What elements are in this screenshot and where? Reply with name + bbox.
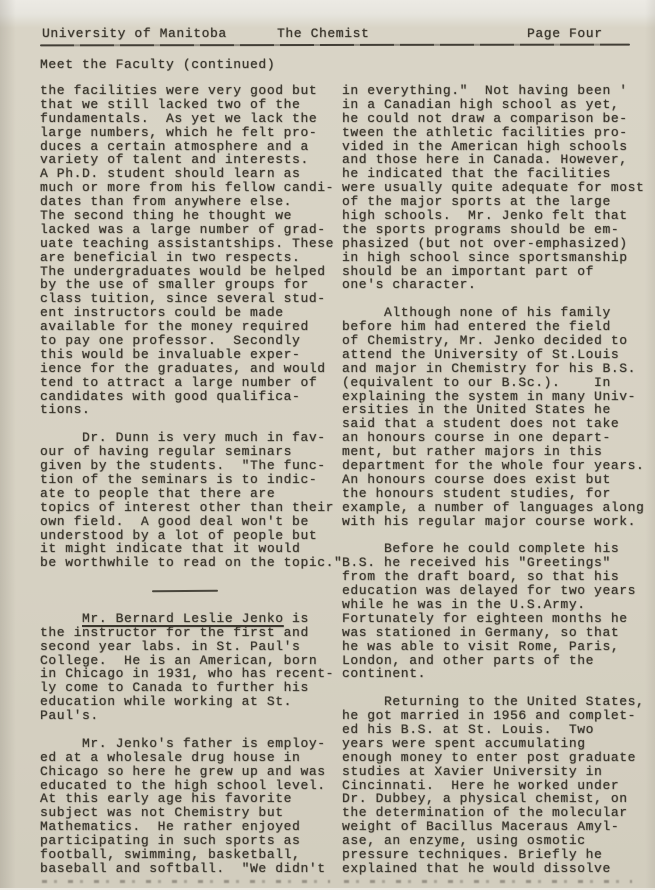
text-line: B.S. he received his "Greetings" bbox=[342, 555, 611, 571]
text-line: Dr. Dubbey, a physical chemist, on bbox=[342, 791, 628, 807]
text-line: Fortunately for eighteen months he bbox=[342, 610, 628, 626]
text-line: in everything." Not having been ' bbox=[342, 83, 628, 98]
text-line: the facilities were very good but bbox=[40, 83, 318, 98]
header-page-number: Page Four bbox=[527, 26, 603, 41]
text-line: available for the money required bbox=[40, 319, 309, 335]
paragraph bbox=[342, 306, 648, 528]
text-line: of Chemistry, Mr. Jenko decided to bbox=[342, 333, 628, 349]
text-line: Paul's. bbox=[40, 708, 99, 724]
text-line: Mathematics. He rather enjoyed bbox=[40, 819, 301, 835]
text-line: enough money to enter post graduate bbox=[342, 749, 637, 765]
text-line: ly come to Canada to further his bbox=[40, 680, 309, 696]
text-line: and major in Chemistry for his B.S. bbox=[342, 360, 637, 376]
text-line: attend the University of St.Louis bbox=[342, 346, 620, 362]
text-line: own field. A good deal won't be bbox=[40, 513, 309, 529]
text-line: an honours course in one depart- bbox=[342, 430, 611, 446]
text-line: Returning to the United States, bbox=[342, 694, 645, 710]
text-line: tend to attract a large number of bbox=[40, 374, 318, 390]
text-line: to pay one professor. Secondly bbox=[40, 333, 301, 349]
text-line: he indicated that the facilities bbox=[342, 166, 611, 182]
text-line: Cincinnati. Here he worked under bbox=[342, 777, 620, 793]
text-line: education was delayed for two years bbox=[342, 583, 637, 599]
section-divider bbox=[40, 584, 346, 598]
text-line: weight of Bacillus Maceraus Amyl- bbox=[342, 819, 620, 835]
header-newsletter-title: The Chemist bbox=[277, 26, 370, 41]
text-line: An honours course does exist but bbox=[342, 471, 611, 487]
text-line: vided in the American high schools bbox=[342, 138, 628, 154]
text-line: subject was not Chemistry but bbox=[40, 805, 284, 821]
text-line: from the draft board, so that his bbox=[342, 569, 620, 585]
text-line: phasized (but not over-emphasized) bbox=[342, 235, 628, 251]
text-line: London, and other parts of the bbox=[342, 652, 595, 668]
underlined-name: Mr. Bernard Leslie Jenko bbox=[82, 610, 284, 626]
text-line: while he was in the U.S.Army. bbox=[342, 596, 586, 612]
text-line: given by the students. "The func- bbox=[40, 458, 326, 474]
text-line: are beneficial in two respects. bbox=[40, 249, 301, 265]
text-line: Although none of his family bbox=[342, 305, 611, 321]
text-line: College. He is an American, born bbox=[40, 652, 318, 668]
text-line: were usually quite adequate for most bbox=[342, 180, 645, 196]
paragraph bbox=[40, 737, 346, 876]
paragraph bbox=[40, 84, 346, 417]
header-rule bbox=[40, 44, 630, 47]
text-line: explaining the system in many Univ- bbox=[342, 388, 637, 404]
text-line: in Chicago in 1931, who has recent- bbox=[40, 666, 335, 682]
text-line: tween the athletic facilities pro- bbox=[342, 124, 628, 140]
text-line: years were spent accumulating bbox=[342, 735, 586, 751]
text-line: Chicago so here he grew up and was bbox=[40, 763, 326, 779]
text-line: that we still lacked two of the bbox=[40, 96, 301, 112]
text-line: said that a student does not take bbox=[342, 416, 620, 432]
text-line: explained that he would dissolve bbox=[342, 860, 611, 876]
text-line: studies at Xavier University in bbox=[342, 763, 603, 779]
text-line: should be an important part of bbox=[342, 263, 595, 279]
text-line: one's character. bbox=[342, 277, 477, 293]
text-line: was stationed in Germany, so that bbox=[342, 624, 620, 640]
text-line: he was able to visit Rome, Paris, bbox=[342, 638, 620, 654]
text-line: ment, but rather majors in this bbox=[342, 444, 603, 460]
text-line: second year labs. in St. Paul's bbox=[40, 638, 301, 654]
text-line: continent. bbox=[342, 666, 427, 682]
text-line: football, swimming, basketball, bbox=[40, 846, 301, 862]
text-line: Dr. Dunn is very much in fav- bbox=[40, 430, 326, 446]
section-title: Meet the Faculty (continued) bbox=[40, 57, 276, 72]
text-line: candidates with good qualifica- bbox=[40, 388, 301, 404]
text-line: be worthwhile to read on the topic." bbox=[40, 555, 343, 571]
text-line: tions. bbox=[40, 402, 91, 418]
text-column-right bbox=[342, 84, 648, 890]
paragraph bbox=[342, 84, 648, 292]
text-line: The undergraduates would be helped bbox=[40, 263, 326, 279]
text-line: the instructor for the first and bbox=[40, 624, 309, 640]
text-line: uate teaching assistantships. These bbox=[40, 235, 335, 251]
text-line: ed his B.S. at St. Louis. Two bbox=[342, 721, 595, 737]
text-line: pressure techniques. Briefly he bbox=[342, 846, 603, 862]
text-line: high schools. Mr. Jenko felt that bbox=[342, 208, 628, 224]
text-line: he could not draw a comparison be- bbox=[342, 110, 628, 126]
text-line: department for the whole four years. bbox=[342, 458, 645, 474]
text-line: before him had entered the field bbox=[342, 319, 611, 335]
text-line: duces a certain atmosphere and a bbox=[40, 138, 309, 154]
paragraph bbox=[40, 612, 346, 723]
text-line: the honours student studies, for bbox=[342, 485, 611, 501]
text-line: the sports programs should be em- bbox=[342, 221, 620, 237]
header-publication-name: University of Manitoba bbox=[42, 26, 227, 41]
text-line: education while working at St. bbox=[40, 694, 293, 710]
text-line: ience for the graduates, and would bbox=[40, 360, 326, 376]
text-line: ase, an enzyme, using osmotic bbox=[342, 833, 586, 849]
paragraph bbox=[342, 695, 648, 876]
text-line: Before he could complete his bbox=[342, 541, 620, 557]
text-line bbox=[40, 612, 346, 626]
text-line: our of having regular seminars bbox=[40, 444, 293, 460]
text-line: lacked was a large number of grad- bbox=[40, 221, 326, 237]
text-line: participating in such sports as bbox=[40, 833, 301, 849]
text-line: ate to people that there are bbox=[40, 485, 276, 501]
text-line: much or more from his fellow candi- bbox=[40, 180, 335, 196]
text-line: topics of interest other than their bbox=[40, 499, 335, 515]
text-line: in high school since sportsmanship bbox=[342, 249, 628, 265]
divider-line bbox=[152, 590, 218, 593]
text-line: by the use of smaller groups for bbox=[40, 277, 309, 293]
text-line: educated to the high school level. bbox=[40, 777, 326, 793]
text-line: tion of the seminars is to indic- bbox=[40, 471, 318, 487]
text-line: the determination of the molecular bbox=[342, 805, 628, 821]
text-segment: is bbox=[283, 610, 309, 626]
text-line: baseball and softball. "We didn't bbox=[40, 860, 326, 876]
text-line: Mr. Jenko's father is employ- bbox=[40, 735, 326, 751]
paragraph bbox=[40, 431, 346, 570]
text-line: At this early age his favorite bbox=[40, 791, 293, 807]
text-line: A Ph.D. student should learn as bbox=[40, 166, 301, 182]
text-line: variety of talent and interests. bbox=[40, 152, 309, 168]
text-line: with his regular major course work. bbox=[342, 513, 637, 529]
text-line: example, a number of languages along bbox=[342, 499, 645, 515]
text-line: ersities in the United States he bbox=[342, 402, 611, 418]
text-line: ed at a wholesale drug house in bbox=[40, 749, 301, 765]
text-line: (equivalent to our B.Sc.). In bbox=[342, 374, 611, 390]
text-line: of the major sports at the large bbox=[342, 194, 611, 210]
text-line: in a Canadian high school as yet, bbox=[342, 96, 620, 112]
text-line: large numbers, which he felt pro- bbox=[40, 124, 318, 140]
text-line: understood by a lot of people but bbox=[40, 527, 318, 543]
text-line: dates than from anywhere else. bbox=[40, 194, 293, 210]
text-line: The second thing he thought we bbox=[40, 208, 293, 224]
text-segment bbox=[40, 611, 82, 626]
paragraph bbox=[342, 542, 648, 681]
text-line: class tuition, since several stud- bbox=[40, 291, 326, 307]
text-line: he got married in 1956 and complet- bbox=[342, 708, 637, 724]
text-column-left bbox=[40, 84, 346, 890]
text-line: and those here in Canada. However, bbox=[342, 152, 628, 168]
text-line: ent instructors could be made bbox=[40, 305, 284, 321]
text-line: fundamentals. As yet we lack the bbox=[40, 110, 318, 126]
text-line: this would be invaluable exper- bbox=[40, 346, 301, 362]
text-line: it might indicate that it would bbox=[40, 541, 301, 557]
